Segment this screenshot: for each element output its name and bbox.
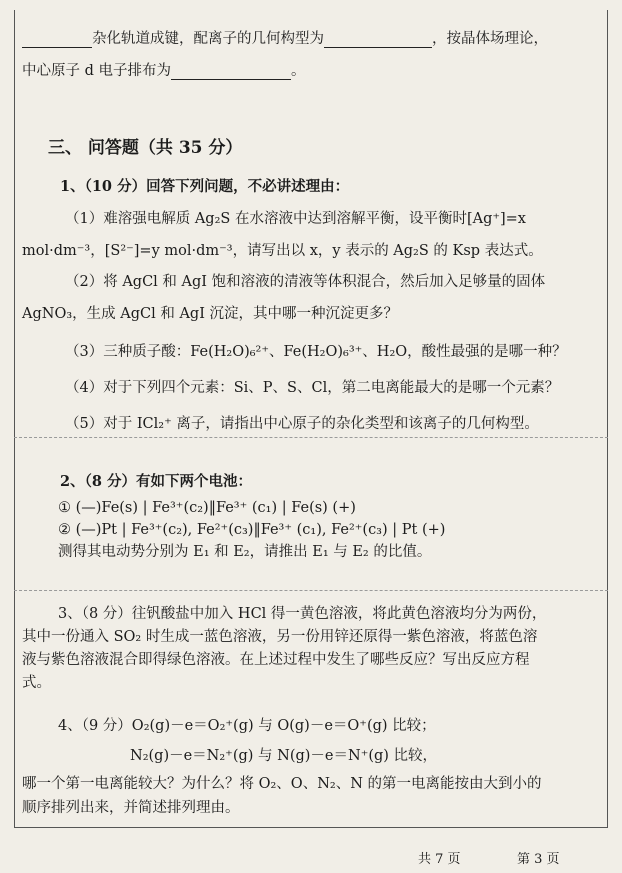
q4-line-3: 哪一个第一电离能较大？为什么？将 O₂、O、N₂、N 的第一电离能按由大到小的 (22, 776, 542, 792)
fill-line-1 (22, 30, 548, 48)
text: ，按晶体场理论， (432, 31, 548, 47)
q3-line-1: 3、（8 分）往钒酸盐中加入 HCl 得一黄色溶液，将此黄色溶液均分为两份， (58, 606, 547, 622)
answer-blank-3[interactable] (171, 64, 291, 80)
page-number: 第 3 页 (517, 852, 560, 867)
separator (14, 437, 608, 438)
q3-line-3: 液与紫色溶液混合即得绿色溶液。在上述过程中发生了哪些反应？写出反应方程 (22, 652, 530, 668)
q1-sub4: （4）对于下列四个元素：Si、P、S、Cl，第二电离能最大的是哪一个元素？ (65, 380, 560, 396)
q2-cell-1: ① (—)Fe(s) | Fe³⁺(c₂)‖Fe³⁺ (c₁) | Fe(s) (+) (58, 500, 356, 516)
answer-blank-2[interactable] (324, 32, 432, 48)
q4-line-4: 顺序排列出来，并简述排列理由。 (22, 800, 240, 816)
q3-line-2: 其中一份通入 SO₂ 时生成一蓝色溶液，另一份用锌还原得一紫色溶液，将蓝色溶 (22, 629, 538, 645)
q2-header: 2、（8 分）有如下两个电池： (60, 473, 252, 490)
text: 。 (291, 63, 306, 79)
text: 中心原子 d 电子排布为 (22, 63, 171, 79)
q2-body: 测得其电动势分别为 E₁ 和 E₂，请推出 E₁ 与 E₂ 的比值。 (58, 544, 432, 560)
q4-line-2: N₂(g)－e＝N₂⁺(g) 与 N(g)－e＝N⁺(g) 比较， (130, 748, 438, 764)
q2-cell-2: ② (—)Pt | Fe³⁺(c₂), Fe²⁺(c₃)‖Fe³⁺ (c₁), Fe²⁺(c₃) | Pt (+) (58, 522, 446, 538)
q1-sub1-line1: （1）难溶强电解质 Ag₂S 在水溶液中达到溶解平衡，设平衡时[Ag⁺]=x (65, 211, 526, 227)
separator (14, 590, 608, 591)
q1-header: 1、（10 分）回答下列问题，不必讲述理由： (60, 178, 350, 195)
fill-line-2 (22, 62, 306, 80)
q3-line-4: 式。 (22, 675, 51, 691)
q4-line-1: 4、（9 分）O₂(g)－e＝O₂⁺(g) 与 O(g)－e＝O⁺(g) 比较； (58, 718, 436, 734)
q1-sub2-line2: AgNO₃，生成 AgCl 和 AgI 沉淀，其中哪一种沉淀更多？ (22, 306, 399, 322)
section-title: 三、 问答题（共 35 分） (48, 138, 243, 158)
q1-sub2-line1: （2）将 AgCl 和 AgI 饱和溶液的清液等体积混合，然后加入足够量的固体 (65, 274, 546, 290)
q1-sub5: （5）对于 ICl₂⁺ 离子，请指出中心原子的杂化类型和该离子的几何构型。 (65, 416, 539, 432)
answer-blank-1[interactable] (22, 32, 92, 48)
q1-sub1-line2: mol·dm⁻³，[S²⁻]=y mol·dm⁻³，请写出以 x，y 表示的 Ag₂S 的 Ksp 表达式。 (22, 243, 543, 259)
page-total: 共 7 页 (418, 852, 461, 867)
text: 杂化轨道成键，配离子的几何构型为 (92, 31, 324, 47)
q1-sub3: （3）三种质子酸：Fe(H₂O)₆²⁺、Fe(H₂O)₆³⁺、H₂O，酸性最强的是哪一种？ (65, 344, 567, 360)
